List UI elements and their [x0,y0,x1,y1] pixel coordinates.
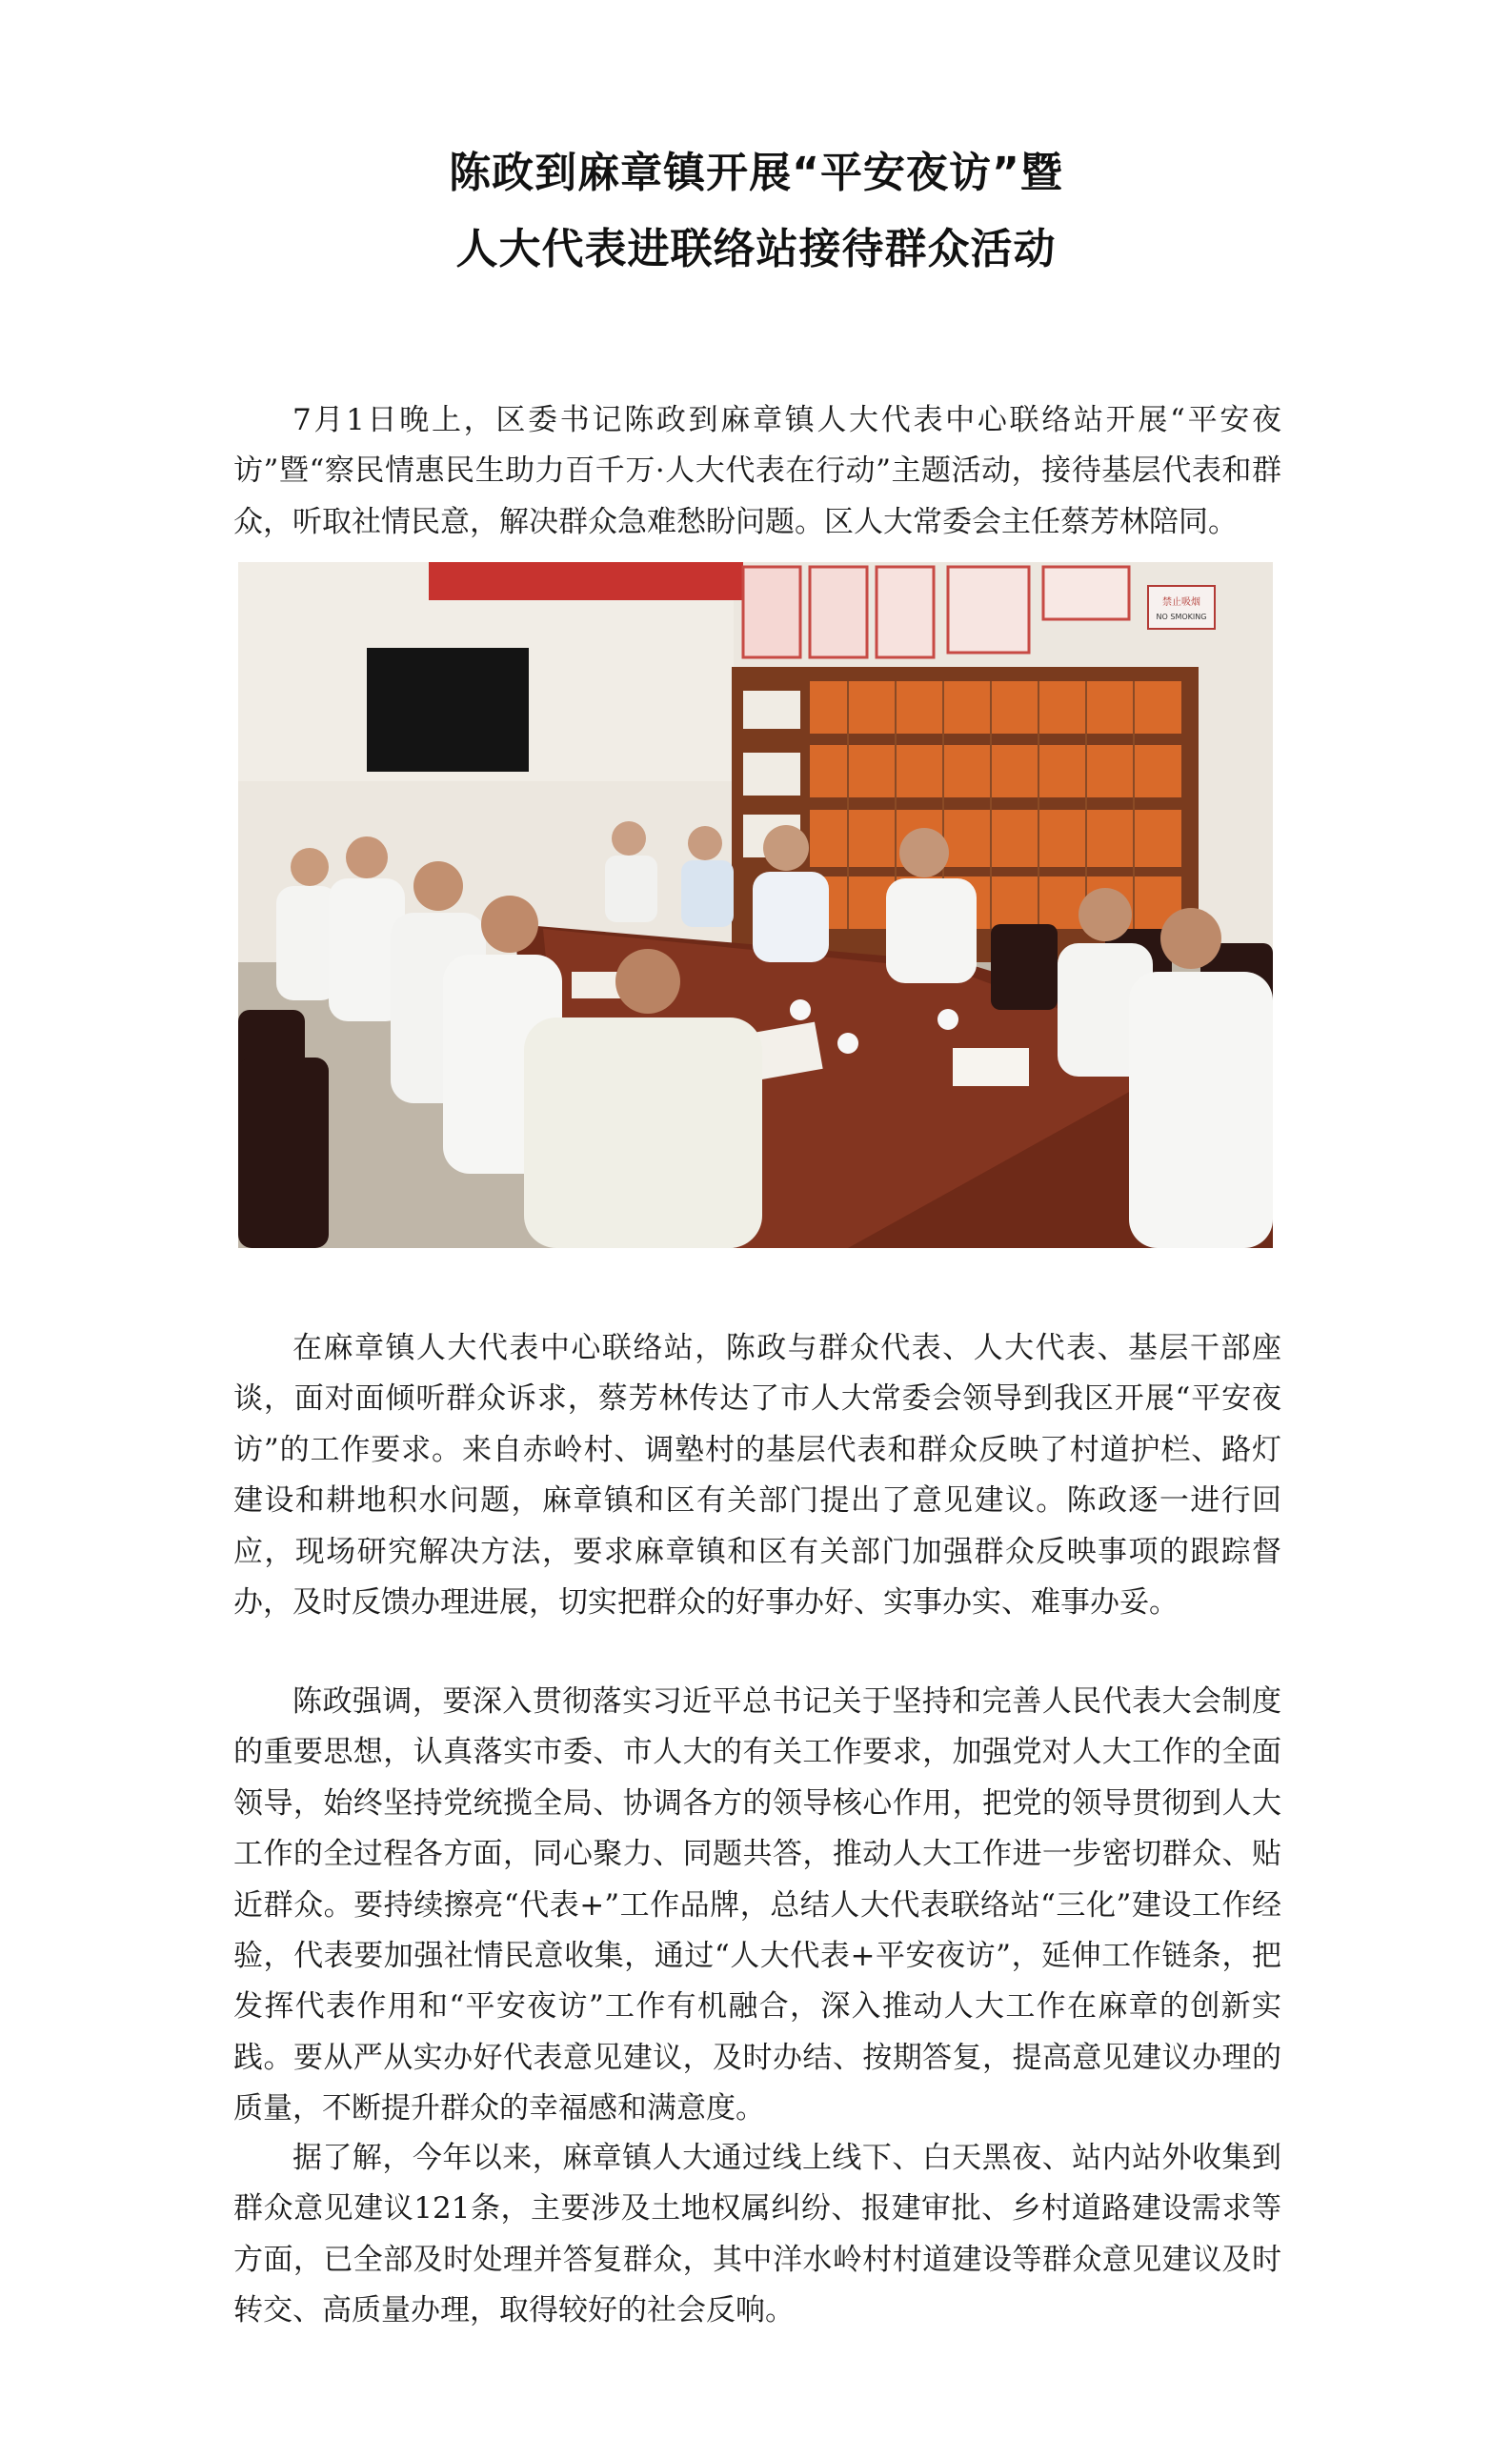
paragraph-2: 在麻章镇人大代表中心联络站，陈政与群众代表、人大代表、基层干部座谈，面对面倾听群众诉求，蔡芳林传达了市人大常委会领导到我区开展“平安夜访”的工作要求。来自赤岭村、调塾村的基层代表和群众反映了村道护栏、路灯建设和耕地积水问题，麻章镇和区有关部门提出了意见建议。陈政逐一进行回应，现场研究解决方法，要求麻章镇和区有关部门加强群众反映事项的跟踪督办，及时反馈办理进展，切实把群众的好事办好、实事办实、难事办妥。 [233,1331,1281,1621]
no-smoking-sign-subtext: NO SMOKING [1156,613,1207,621]
paragraph-3: 陈政强调，要深入贯彻落实习近平总书记关于坚持和完善人民代表大会制度的重要思想，认真落实市委、市人大的有关工作要求，加强党对人大工作的全面领导，始终坚持党统揽全局、协调各方的领导核心作用，把党的领导贯彻到人大工作的全过程各方面，同心聚力、同题共答，推动人大工作进一步密切群众、贴近群众。要持续擦亮“代表+”工作品牌，总结人大代表联络站“三化”建设工作经验，代表要加强社情民意收集，通过“人大代表+平安夜访”，延伸工作链条，把发挥代表作用和“平安夜访”工作有机融合，深入推动人大工作在麻章的创新实践。要从严从实办好代表意见建议，及时办结、按期答复，提高意见建议办理的质量，不断提升群众的幸福感和满意度。 [233,1684,1281,2126]
no-smoking-sign-text: 禁止吸烟 [1162,597,1200,608]
meeting-photo [238,562,1273,1248]
article-title-line-2: 人大代表进联络站接待群众活动 [455,225,1057,273]
article-title-line-1: 陈政到麻章镇开展“平安夜访”暨 [449,149,1063,197]
paragraph-4: 据了解，今年以来，麻章镇人大通过线上线下、白天黑夜、站内站外收集到群众意见建议121条，主要涉及土地权属纠纷、报建审批、乡村道路建设需求等方面，已全部及时处理并答复群众，其中洋水岭村村道建设等群众意见建议及时转交、高质量办理，取得较好的社会反响。 [233,2141,1281,2328]
paragraph-1: 7月1日晚上，区委书记陈政到麻章镇人大代表中心联络站开展“平安夜访”暨“察民情惠民生助力百千万·人大代表在行动”主题活动，接待基层代表和群众，听取社情民意，解决群众急难愁盼问题。区人大常委会主任蔡芳林陪同。 [233,403,1281,539]
